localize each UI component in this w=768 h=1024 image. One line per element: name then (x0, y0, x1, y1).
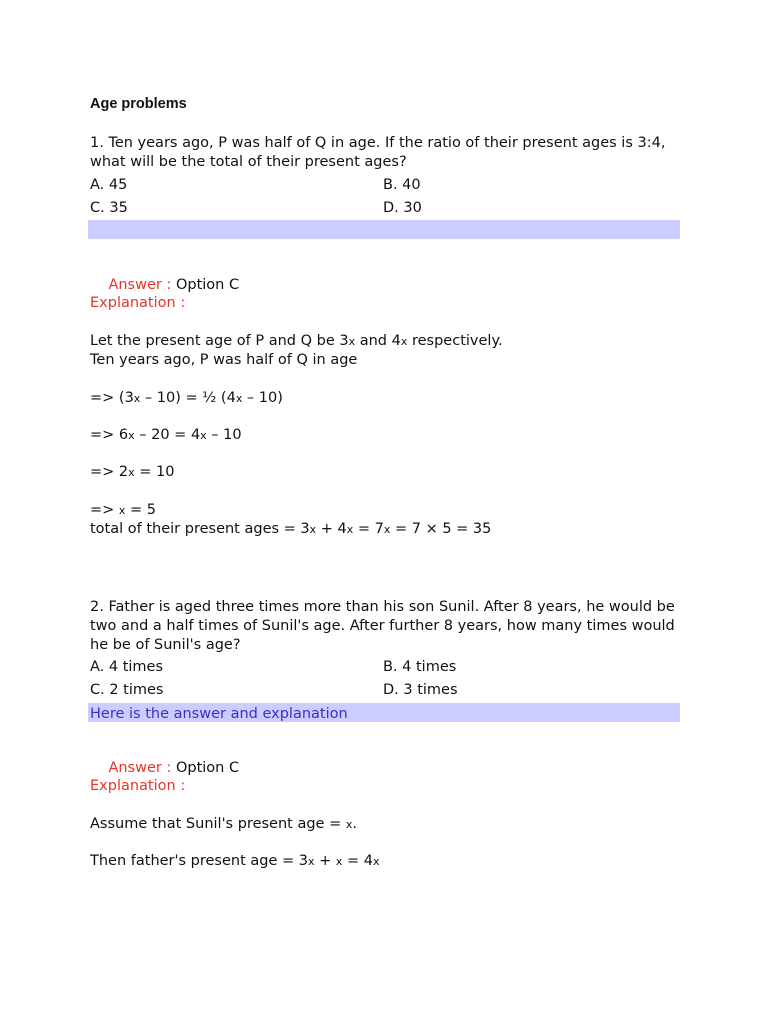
q1-step-total: total of their present ages = 3x + 4x = 7x = 7 × 5 = 35 (90, 521, 492, 537)
q2-answer-toggle-text[interactable]: Here is the answer and explanation (90, 706, 348, 722)
q2-option-a: A. 4 times (90, 659, 164, 675)
q2-answer-label: Answer : (108, 760, 172, 776)
question-2-text: 2. Father is aged three times more than his son Sunil. After 8 years, he would be two and a half times of Sunil's age. After further 8 years, how many times would he be of Sunil's age? (90, 599, 675, 653)
q1-step: Ten years ago, P was half of Q in age (90, 352, 358, 368)
q2-option-c: C. 2 times (90, 682, 164, 698)
q1-step: Let the present age of P and Q be 3x and 4x respectively. (90, 333, 503, 349)
q1-answer-toggle-text[interactable] (88, 223, 90, 239)
q1-option-a: A. 45 (90, 177, 128, 193)
q2-step: Assume that Sunil's present age = x. (90, 816, 357, 832)
q1-option-c: C. 35 (90, 200, 128, 216)
q1-answer-toggle-band[interactable] (88, 220, 680, 239)
q1-step: => (3x – 10) = ½ (4x – 10) (90, 390, 283, 406)
q1-answer-value: Option C (171, 277, 240, 293)
q2-answer-value: Option C (171, 760, 240, 776)
q1-explanation-label: Explanation : (90, 295, 186, 311)
q1-step: => 2x = 10 (90, 464, 175, 480)
q2-step: Then father's present age = 3x + x = 4x (90, 853, 380, 869)
q2-answer-toggle-band[interactable] (88, 703, 680, 722)
q2-option-d: D. 3 times (383, 682, 458, 698)
q1-option-d: D. 30 (383, 200, 422, 216)
q1-answer-label: Answer : (108, 277, 172, 293)
q2-option-b: B. 4 times (383, 659, 457, 675)
q1-option-b: B. 40 (383, 177, 421, 193)
q1-step: => x = 5 (90, 502, 157, 518)
page-title: Age problems (90, 96, 187, 112)
q2-explanation-label: Explanation : (90, 778, 186, 794)
question-1-text: 1. Ten years ago, P was half of Q in age. If the ratio of their present ages is 3:4, what will be the total of their present ages? (90, 135, 666, 170)
q1-step: => 6x – 20 = 4x – 10 (90, 427, 242, 443)
